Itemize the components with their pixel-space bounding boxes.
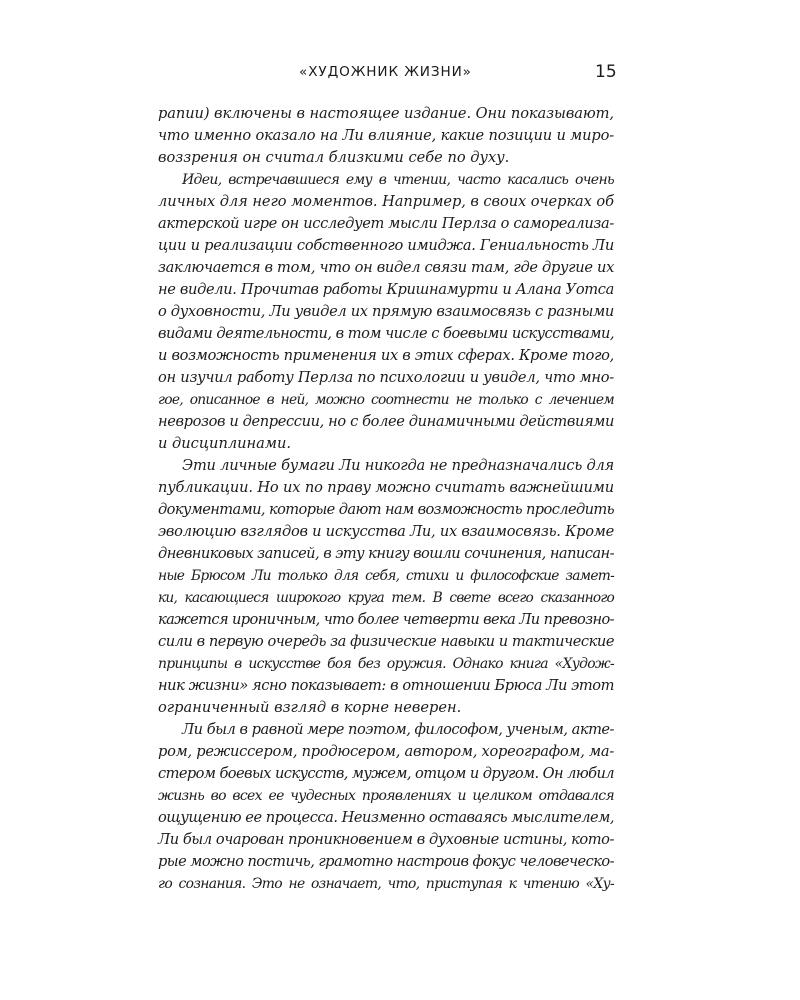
text-line: дневниковых записей, в эту книгу вошли сочинения, написан- bbox=[158, 545, 614, 562]
text-line: неврозов и депрессии, но с более динамичными действиями bbox=[158, 413, 614, 430]
running-head bbox=[0, 62, 800, 86]
text-line: он изучил работу Перлза по психологии и увидел, что мно- bbox=[158, 369, 614, 386]
text-line: рые можно постичь, грамотно настроив фокус человеческо- bbox=[158, 853, 614, 870]
text-line: воззрения он считал близкими себе по духу. bbox=[158, 149, 510, 166]
text-line: стером боевых искусств, мужем, отцом и другом. Он любил bbox=[158, 765, 614, 782]
text-line: документами, которые дают нам возможность проследить bbox=[158, 501, 614, 518]
text-line: и дисциплинами. bbox=[158, 435, 291, 452]
text-line: Идеи, встречавшиеся ему в чтении, часто касались очень bbox=[182, 172, 614, 188]
text-line: ограниченный взгляд в корне неверен. bbox=[158, 699, 462, 716]
text-line: актерской игре он исследует мысли Перлза о самореализа- bbox=[158, 215, 614, 232]
text-line: не видели. Прочитав работы Кришнамурти и Алана Уотса bbox=[158, 281, 614, 298]
body-text bbox=[158, 103, 614, 895]
text-line: сили в первую очередь за физические навыки и тактические bbox=[158, 633, 614, 650]
text-line: ник жизни» ясно показывает: в отношении Брюса Ли этот bbox=[158, 677, 614, 694]
text-line: Ли был в равной мере поэтом, философом, ученым, акте- bbox=[182, 721, 614, 738]
text-line: ощущению ее процесса. Неизменно оставаясь мыслителем, bbox=[158, 809, 614, 826]
text-line: ки, касающиеся широкого круга тем. В свете всего сказанного bbox=[158, 590, 614, 606]
text-line: видами деятельности, в том числе с боевыми искусствами, bbox=[158, 325, 614, 342]
page-number: 15 bbox=[595, 62, 617, 82]
text-line: эволюцию взглядов и искусства Ли, их взаимосвязь. Кроме bbox=[158, 523, 614, 540]
text-line: ром, режиссером, продюсером, автором, хореографом, ма- bbox=[158, 743, 614, 760]
text-line: и возможность применения их в этих сферах. Кроме того, bbox=[158, 347, 614, 364]
text-line: заключается в том, что он видел связи там, где другие их bbox=[158, 259, 614, 276]
text-line: гое, описанное в ней, можно соотнести не только с лечением bbox=[158, 392, 614, 408]
text-line: ции и реализации собственного имиджа. Гениальность Ли bbox=[158, 237, 614, 254]
text-line: Эти личные бумаги Ли никогда не предназначались для bbox=[182, 457, 614, 474]
text-line: личных для него моментов. Например, в своих очерках об bbox=[158, 193, 614, 210]
text-line: го сознания. Это не означает, что, приступая к чтению «Ху- bbox=[158, 876, 614, 892]
text-line: публикации. Но их по праву можно считать важнейшими bbox=[158, 479, 614, 496]
text-line: принципы в искусстве боя без оружия. Однако книга «Худож- bbox=[158, 656, 614, 672]
text-line: что именно оказало на Ли влияние, какие позиции и миро- bbox=[158, 127, 614, 144]
text-line: кажется ироничным, что более четверти века Ли превозно- bbox=[158, 611, 614, 628]
text-line: Ли был очарован проникновением в духовные истины, кото- bbox=[158, 831, 614, 848]
running-title: «ХУДОЖНИК ЖИЗНИ» bbox=[299, 64, 472, 80]
text-line: жизнь во всех ее чудесных проявлениях и целиком отдавался bbox=[158, 788, 614, 804]
text-line: рапии) включены в настоящее издание. Они показывают, bbox=[158, 105, 614, 122]
text-line: о духовности, Ли увидел их прямую взаимосвязь с разными bbox=[158, 303, 614, 320]
text-line: ные Брюсом Ли только для себя, стихи и философские замет- bbox=[158, 568, 614, 584]
